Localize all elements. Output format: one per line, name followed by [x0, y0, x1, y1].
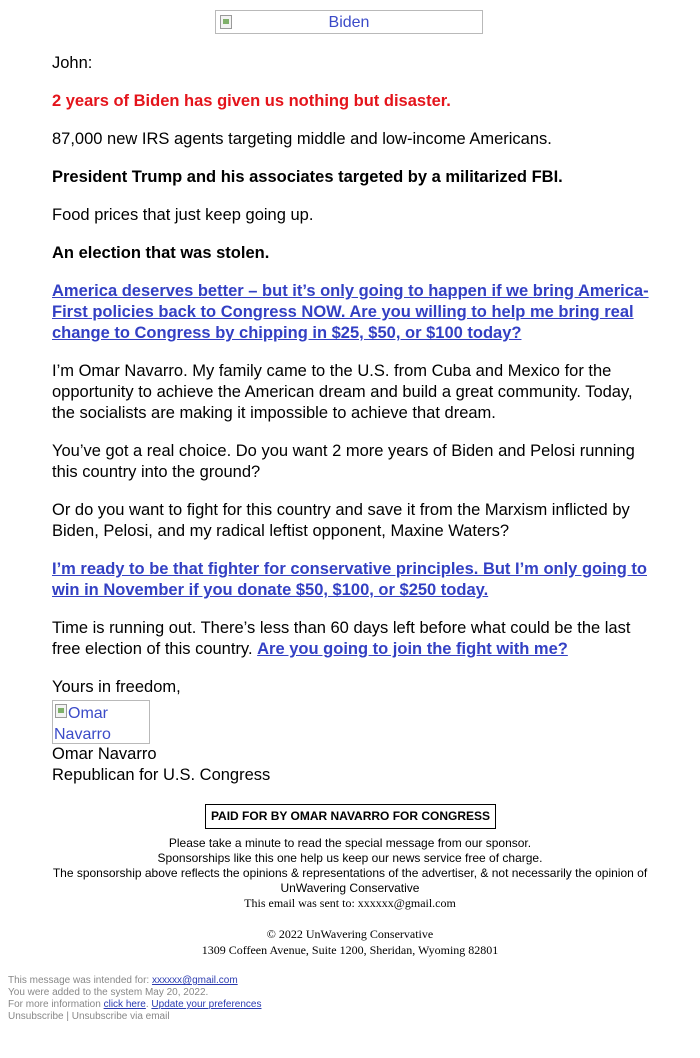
- intended-for: This message was intended for: xxxxxx@gmail.com: [8, 975, 238, 986]
- copyright: © 2022 UnWavering Conservative: [266, 927, 434, 941]
- join-fight-link[interactable]: Are you going to join the fight with me?: [257, 640, 568, 658]
- signature-image[interactable]: [52, 700, 150, 744]
- added-date: You were added to the system May 20, 2022.: [8, 987, 209, 998]
- closing: Yours in freedom,: [52, 678, 181, 696]
- donate-link-2[interactable]: I’m ready to be that fighter for conservative principles. But I’m only going to win in November if you donate $50, $100, or $250 today.: [52, 560, 647, 599]
- signer-name: Omar Navarro: [52, 745, 157, 763]
- sponsor-notice: [30, 836, 670, 911]
- footer: [8, 975, 261, 1023]
- line-food: Food prices that just keep going up.: [52, 206, 314, 224]
- more-info: For more information click here. Update your preferences: [8, 999, 262, 1010]
- header-image-alt: Biden: [328, 14, 370, 31]
- update-preferences-link[interactable]: Update your preferences: [151, 999, 262, 1010]
- email-body: [52, 53, 652, 786]
- donate-link-1[interactable]: America deserves better – but it’s only going to happen if we bring America-First policies back to Congress NOW. Are you willing to help me bring real change to Congress by chipping in $25, $50, or $100 today?: [52, 282, 649, 342]
- sent-to: This email was sent to: xxxxxx@gmail.com: [244, 896, 456, 910]
- paragraph-intro: I’m Omar Navarro. My family came to the U.S. from Cuba and Mexico for the opportunity to achieve the American dream and build a great community. Today, the socialists are making it impossible to achieve that dream.: [52, 362, 633, 422]
- signature-image-alt: Omar Navarro: [54, 705, 111, 743]
- line-fbi: President Trump and his associates targeted by a militarized FBI.: [52, 168, 563, 186]
- paid-for-disclaimer: PAID FOR BY OMAR NAVARRO FOR CONGRESS: [205, 804, 496, 829]
- paragraph-time: [52, 618, 652, 660]
- click-here-link[interactable]: click here: [103, 999, 146, 1010]
- line-election: An election that was stolen.: [52, 244, 270, 262]
- paragraph-fight: Or do you want to fight for this country and save it from the Marxism inflicted by Biden, Pelosi, and my radical leftist opponent, Maxine Waters?: [52, 501, 630, 540]
- recipient-email-link[interactable]: xxxxxx@gmail.com: [151, 975, 238, 986]
- copyright-block: [30, 926, 670, 958]
- time-text: Time is running out. There’s less than 60 days left before what could be the last free election of this country.: [52, 619, 631, 658]
- signer-title: Republican for U.S. Congress: [52, 766, 271, 784]
- paragraph-choice: You’ve got a real choice. Do you want 2 more years of Biden and Pelosi running this country into the ground?: [52, 442, 635, 481]
- sponsor-line-1: Please take a minute to read the special message from our sponsor.: [168, 836, 532, 850]
- sponsor-line-2: Sponsorships like this one help us keep our news service free of charge.: [157, 851, 543, 865]
- sponsor-line-3: The sponsorship above reflects the opinions & representations of the advertiser, & not necessarily the opinion of UnWavering Conservative: [52, 866, 648, 895]
- address: 1309 Coffeen Avenue, Suite 1200, Sheridan, Wyoming 82801: [201, 943, 499, 957]
- header-image[interactable]: [215, 10, 483, 34]
- unsubscribe-links[interactable]: Unsubscribe | Unsubscribe via email: [8, 1011, 170, 1022]
- greeting: John:: [52, 54, 93, 72]
- line-irs: 87,000 new IRS agents targeting middle and low-income Americans.: [52, 130, 552, 148]
- signature-block: [52, 677, 652, 786]
- headline-disaster: 2 years of Biden has given us nothing but disaster.: [52, 92, 451, 110]
